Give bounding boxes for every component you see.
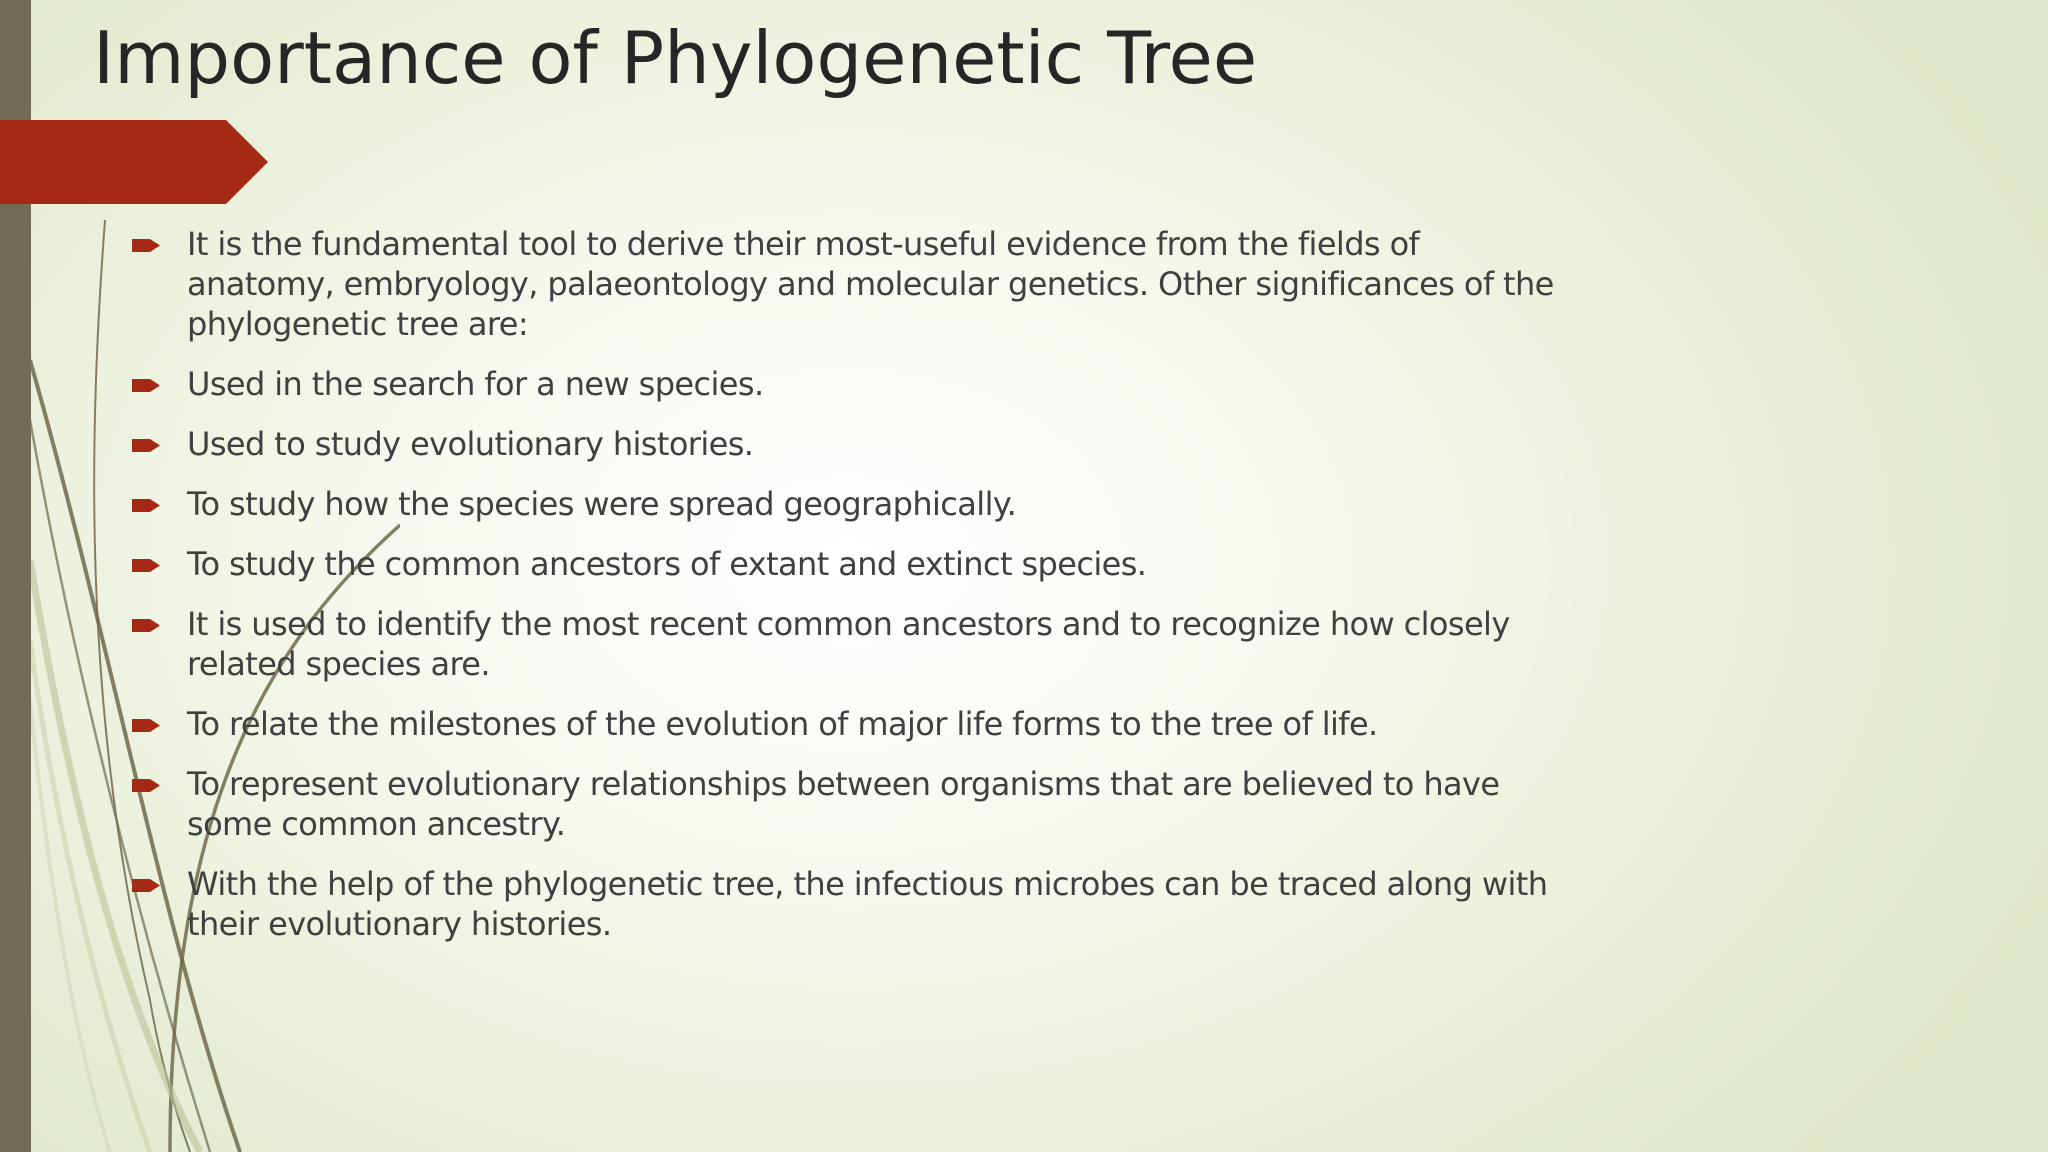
list-item xyxy=(130,424,1570,464)
bullet-text: It is the fundamental tool to derive their most-useful evidence from the fields of anatomy, embryology, palaeontology and molecular genetics. Other significances of the phylogenetic tree are: xyxy=(187,225,1554,343)
arrow-bullet-icon xyxy=(132,557,160,574)
arrow-bullet-icon xyxy=(132,617,160,634)
list-item xyxy=(130,224,1570,344)
bullet-text: To relate the milestones of the evolution of major life forms to the tree of life. xyxy=(187,705,1378,743)
list-item xyxy=(130,704,1570,744)
arrow-bullet-icon xyxy=(132,497,160,514)
arrow-bullet-icon xyxy=(132,877,160,894)
bullet-text: It is used to identify the most recent common ancestors and to recognize how closely related species are. xyxy=(187,605,1510,683)
bullet-text: To study the common ancestors of extant and extinct species. xyxy=(187,545,1147,583)
list-item xyxy=(130,364,1570,404)
bullet-text: Used in the search for a new species. xyxy=(187,365,764,403)
list-item xyxy=(130,604,1570,684)
bullet-text: Used to study evolutionary histories. xyxy=(187,425,754,463)
list-item xyxy=(130,544,1570,584)
arrow-bullet-icon xyxy=(132,377,160,394)
arrow-bullet-icon xyxy=(132,717,160,734)
list-item xyxy=(130,864,1570,944)
title-arrow-tab-icon xyxy=(0,120,268,204)
arrow-bullet-icon xyxy=(132,237,160,254)
list-item xyxy=(130,764,1570,844)
arrow-bullet-icon xyxy=(132,437,160,454)
slide-title: Importance of Phylogenetic Tree xyxy=(93,16,1258,100)
bullet-text: To represent evolutionary relationships between organisms that are believed to have some common ancestry. xyxy=(187,765,1500,843)
bullet-list xyxy=(130,224,1570,964)
arrow-bullet-icon xyxy=(132,777,160,794)
bullet-text: To study how the species were spread geographically. xyxy=(187,485,1017,523)
bullet-text: With the help of the phylogenetic tree, the infectious microbes can be traced along with their evolutionary histories. xyxy=(187,865,1548,943)
list-item xyxy=(130,484,1570,524)
